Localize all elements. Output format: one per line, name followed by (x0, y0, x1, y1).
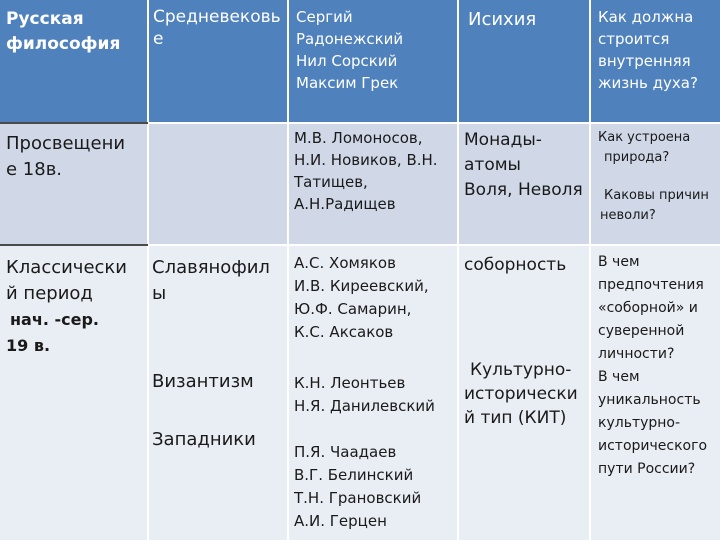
movement-westernizers (152, 427, 256, 453)
text-line: Просвещени (6, 133, 126, 154)
text-line: «соборной» и (598, 300, 698, 316)
text-line: уникальность (598, 392, 701, 408)
movement-byzantism (152, 369, 254, 395)
text-line: В.Г. Белинский (294, 466, 414, 484)
text-line: Средневековь (153, 7, 281, 27)
grid-line (457, 0, 459, 540)
text-line: Византизм (152, 371, 254, 392)
text-line: соборность (464, 255, 567, 275)
text-line: исторически (464, 384, 578, 404)
text-line: 19 в. (6, 336, 51, 355)
thinkers-byzantism (294, 372, 435, 418)
header-russian-philosophy (0, 0, 148, 123)
cell-nature-question (590, 123, 720, 245)
header-hesychia (458, 0, 590, 123)
text-line: исторического (598, 438, 708, 454)
concept-kit (464, 358, 578, 430)
cell-classical-questions (590, 245, 720, 540)
text-line: жизнь духа? (598, 74, 698, 92)
text-line: Западники (152, 429, 256, 450)
thinkers-westernizers (294, 441, 421, 533)
text-line: культурно- (598, 415, 681, 431)
cell-concepts (458, 245, 590, 540)
text-line: пути России? (598, 461, 696, 477)
text-line: К.С. Аксаков (294, 323, 394, 341)
text-line: внутренняя (598, 52, 691, 70)
text-line: Монады- (464, 130, 542, 150)
text-line: Радонежский (296, 30, 404, 48)
text-line: Классически (6, 257, 127, 278)
grid-line (589, 0, 591, 540)
text-line: Как должна (598, 8, 694, 26)
text-line: А.И. Герцен (294, 512, 387, 530)
text-line: Нил Сорский (296, 52, 398, 70)
thinkers-slavophiles (294, 252, 429, 344)
text-line: е (153, 29, 164, 49)
text-line: Н.И. Новиков, В.Н. (294, 151, 438, 169)
header-question (590, 0, 720, 123)
text-line: природа? (604, 150, 670, 165)
text-line: М.В. Ломоносов, (294, 129, 423, 147)
text-line: Ю.Ф. Самарин, (294, 300, 412, 318)
question-nature (598, 128, 690, 168)
text-line: неволи? (600, 208, 656, 223)
text-line: А.С. Хомяков (294, 254, 396, 272)
text-line: Культурно- (470, 360, 572, 380)
text-line: П.Я. Чаадаев (294, 443, 397, 461)
text-line: философия (6, 34, 121, 54)
text-line: Исихия (468, 9, 537, 30)
text-line: предпочтения (598, 277, 704, 293)
text-line: й период (6, 283, 93, 304)
text-line: й тип (КИТ) (464, 408, 567, 428)
header-thinkers (288, 0, 458, 123)
text-line: ы (152, 283, 167, 304)
text-line: В чем (598, 254, 640, 270)
text-line: Т.Н. Грановский (294, 489, 422, 507)
text-line: Максим Грек (296, 74, 399, 92)
cell-enlightenment-thinkers (288, 123, 458, 245)
text-line: Сергий (296, 8, 353, 26)
text-line: суверенной (598, 323, 685, 339)
grid-line (287, 0, 289, 540)
text-line: е 18в. (6, 159, 63, 180)
movement-slavophiles (152, 255, 270, 307)
text-line: атомы (464, 155, 521, 175)
text-line: Каковы причин (604, 188, 709, 203)
text-line: Как устроена (598, 130, 691, 145)
grid-line (147, 0, 149, 540)
text-line: К.Н. Леонтьев (294, 374, 406, 392)
text-line: Татищев, (294, 173, 368, 191)
text-line: И.В. Киреевский, (294, 277, 429, 295)
text-line: Н.Я. Данилевский (294, 397, 435, 415)
header-middle-ages (148, 0, 288, 123)
question-unfreedom (600, 186, 709, 226)
cell-enlightenment (0, 123, 288, 245)
text-line: строится (598, 30, 670, 48)
text-line: А.Н.Радищев (294, 195, 396, 213)
text-line: Воля, Неволя (464, 180, 583, 200)
cell-movements (148, 245, 288, 540)
text-line: личности? (598, 346, 675, 362)
grid-line (0, 122, 148, 124)
cell-classical-period (0, 245, 148, 540)
text-line: Русская (6, 9, 84, 29)
concept-sobornost (464, 253, 566, 277)
grid-line (0, 244, 148, 246)
text-line: В чем (598, 369, 640, 385)
text-line: нач. -сер. (10, 310, 99, 329)
cell-monads (458, 123, 590, 245)
cell-movement-thinkers (288, 245, 458, 540)
text-line: Славянофил (152, 257, 270, 278)
